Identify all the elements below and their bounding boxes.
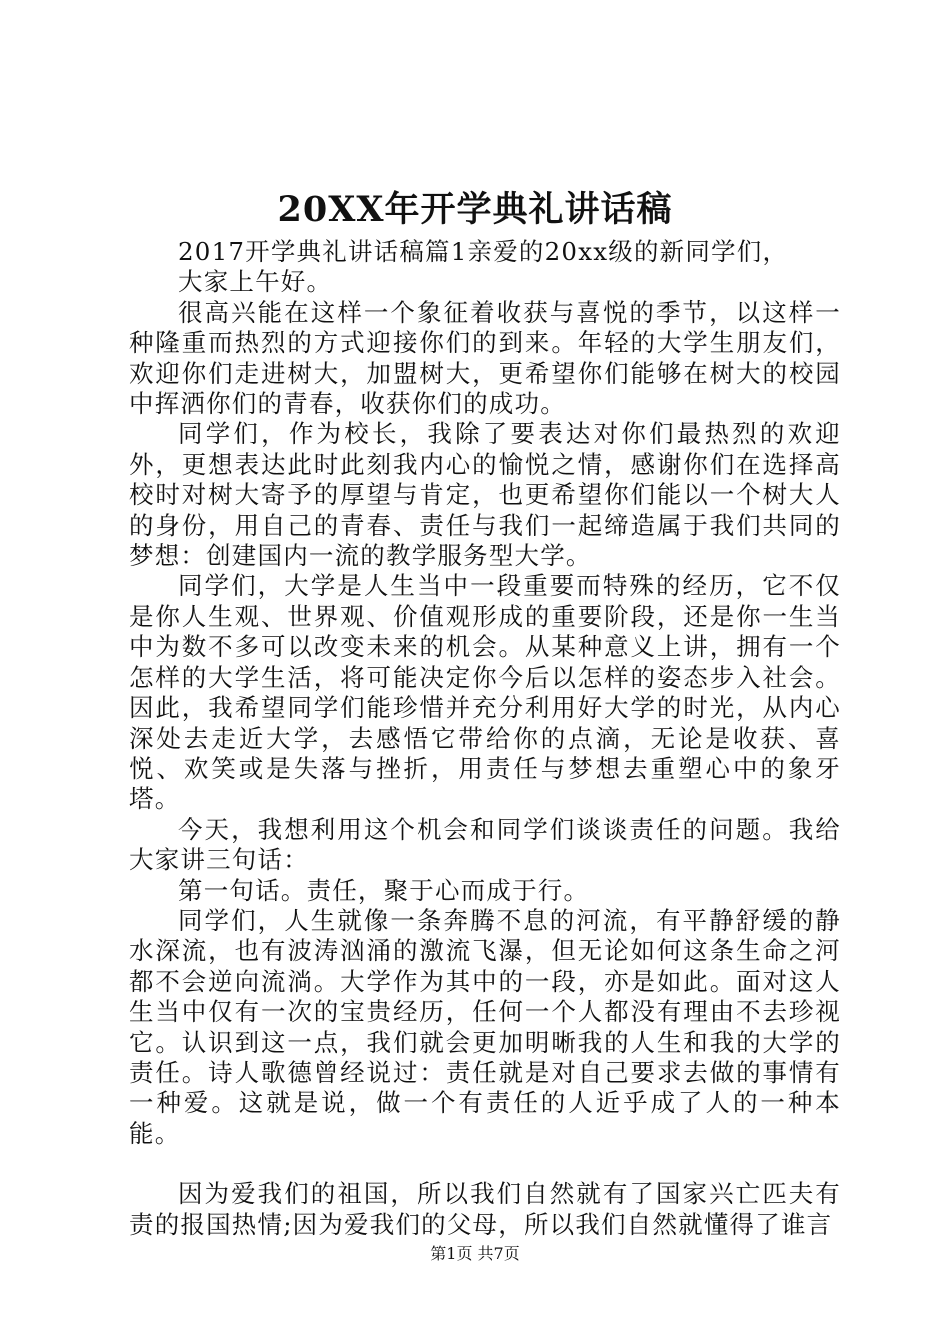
paragraph-2: 大家上午好。 xyxy=(178,267,333,297)
paragraph-1: 2017开学典礼讲话稿篇1亲爱的20xx级的新同学们， xyxy=(178,237,789,266)
paragraph-spacer xyxy=(129,1149,841,1179)
paragraph-9: 因为爱我们的祖国，所以我们自然就有了国家兴亡匹夫有责的报国热情;因为爱我们的父母，所以我们自然就懂得了谁言 xyxy=(129,1179,841,1239)
document-title: 20XX年开学典礼讲话稿 xyxy=(277,189,673,230)
paragraph-3: 很高兴能在这样一个象征着收获与喜悦的季节，以这样一种隆重而热烈的方式迎接你们的到来。年轻的大学生朋友们，欢迎你们走进树大，加盟树大，更希望你们能够在树大的校园中挥洒你们的青春，收获你们的成功。 xyxy=(129,297,841,419)
page-footer: 第1页 共7页 xyxy=(430,1244,520,1263)
document-body xyxy=(129,237,841,1240)
paragraph-6: 今天，我想利用这个机会和同学们谈谈责任的问题。我给大家讲三句话： xyxy=(129,814,841,875)
paragraph-5: 同学们，大学是人生当中一段重要而特殊的经历，它不仅是你人生观、世界观、价值观形成的重要阶段，还是你一生当中为数不多可以改变未来的机会。从某种意义上讲，拥有一个怎样的大学生活，将可能决定你今后以怎样的姿态步入社会。因此，我希望同学们能珍惜并充分利用好大学的时光，从内心深处去走近大学，去感悟它带给你的点滴，无论是收获、喜悦、欢笑或是失落与挫折，用责任与梦想去重塑心中的象牙塔。 xyxy=(129,571,841,814)
paragraph-8: 同学们，人生就像一条奔腾不息的河流，有平静舒缓的静水深流，也有波涛汹涌的激流飞瀑，但无论如何这条生命之河都不会逆向流淌。大学作为其中的一段，亦是如此。面对这人生当中仅有一次的宝贵经历，任何一个人都没有理由不去珍视它。认识到这一点，我们就会更加明晰我的人生和我的大学的责任。诗人歌德曾经说过：责任就是对自己要求去做的事情有一种爱。这就是说，做一个有责任的人近乎成了人的一种本能。 xyxy=(129,905,841,1148)
paragraph-7: 第一句话。责任，聚于心而成于行。 xyxy=(178,875,590,905)
paragraph-4: 同学们，作为校长，我除了要表达对你们最热烈的欢迎外，更想表达此时此刻我内心的愉悦之情，感谢你们在选择高校时对树大寄予的厚望与肯定，也更希望你们能以一个树大人的身份，用自己的青春、责任与我们一起缔造属于我们共同的梦想：创建国内一流的教学服务型大学。 xyxy=(129,419,841,571)
